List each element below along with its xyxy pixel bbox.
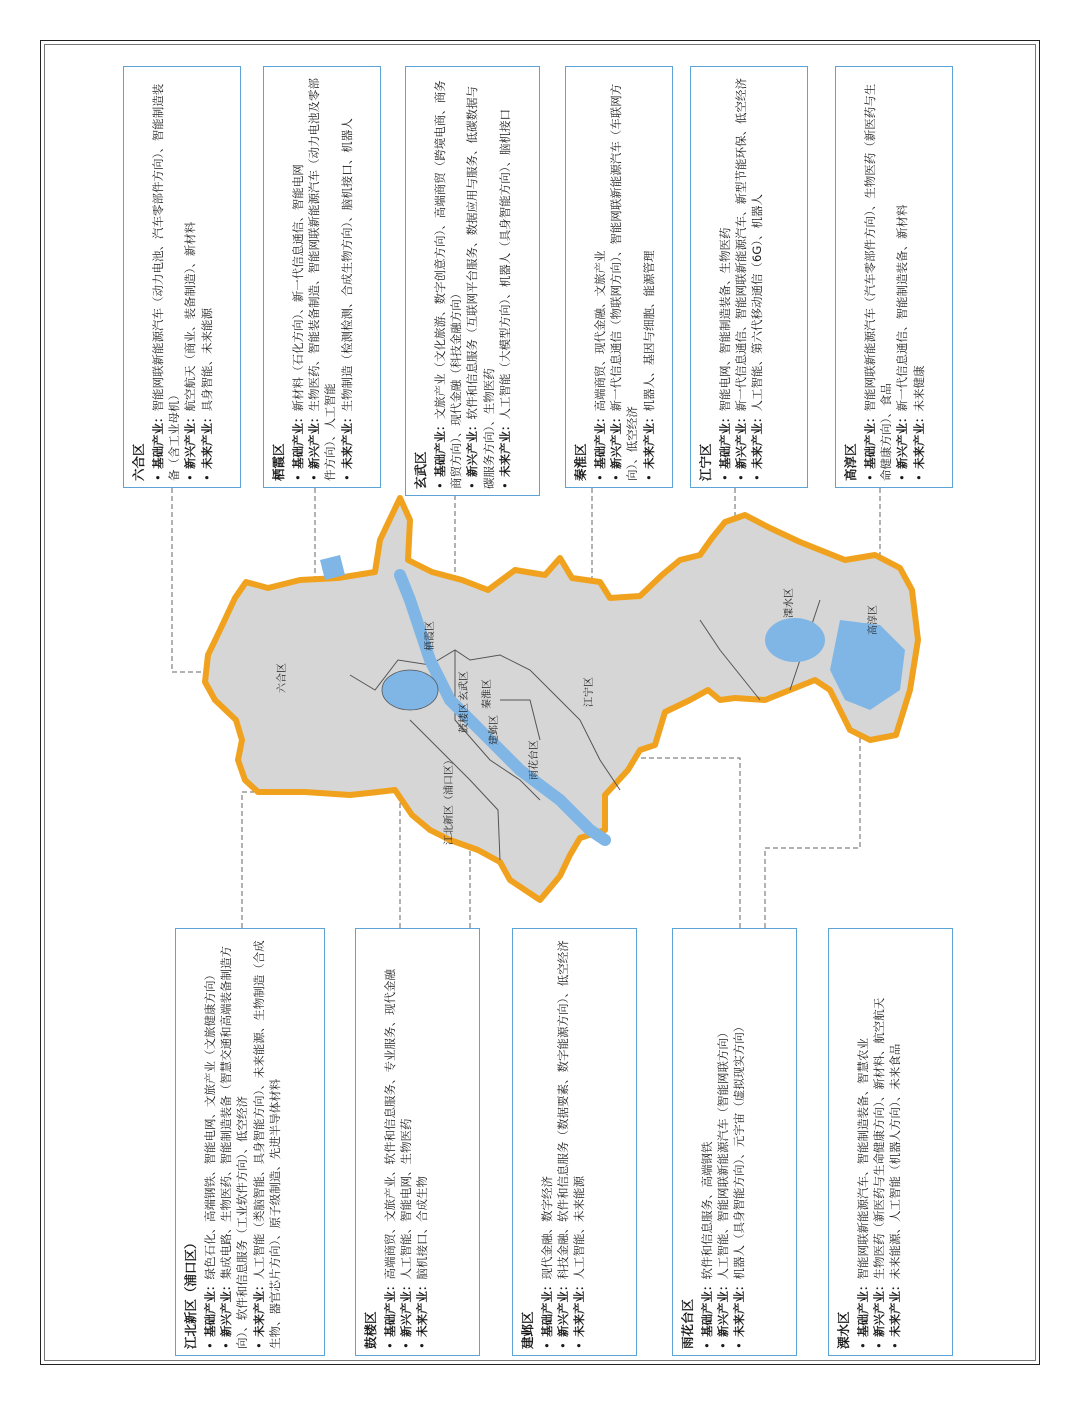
industry-list: 生物医药（新医药与生命健康方向）、新材料、航空航天 [872, 997, 887, 1280]
industry-category: 未来产业： [888, 1279, 903, 1337]
bullet-icon: • [888, 1342, 903, 1349]
industry-list: 人工智能（类脑智能、具身智能方向）、未来能源、生物制造（合成生物、器官芯片方向）、原子级制造、先进半导体材料 [251, 940, 283, 1349]
district-box-jiangbei [175, 928, 325, 1356]
industry-line [699, 937, 715, 1349]
industry-line [202, 937, 218, 1349]
industry-category: 新兴产业： [219, 1279, 234, 1337]
industry-list: 人工智能、第六代移动通信（6G）、机器人 [750, 194, 765, 412]
district-box-gaochun [835, 66, 953, 488]
industry-line [911, 75, 927, 481]
district-map-label: 玄武区 [459, 671, 470, 701]
industry-line [290, 75, 306, 481]
bullet-icon: • [717, 474, 732, 481]
industry-category: 未来产业： [641, 411, 656, 469]
district-name: 溧水区 [836, 1311, 851, 1349]
bullet-icon: • [399, 1342, 414, 1349]
industry-list: 新一代信息通信、智能网联新能源汽车、新型节能环保、低空经济 [734, 78, 749, 412]
district-box-lishui [828, 928, 953, 1356]
river-island [382, 670, 438, 710]
bullet-icon: • [862, 474, 877, 481]
industry-category: 基础产业： [432, 419, 447, 477]
bullet-icon: • [716, 1342, 731, 1349]
industry-category: 未来产业： [251, 1279, 266, 1337]
bullet-icon: • [290, 474, 305, 481]
district-map-label: 秦淮区 [482, 679, 493, 709]
district-box-yuhuatai [672, 928, 797, 1356]
industry-list: 生物医药、智能装备制造、智能网联新能源汽车（动力电池及零部件方向）、人工智能 [307, 78, 338, 481]
industry-list: 新一代信息通信（物联网方向）、智能网联新能源汽车（车联网方向）、低空经济 [609, 83, 640, 481]
industry-category: 未来产业： [572, 1279, 587, 1337]
industry-line [641, 75, 657, 481]
industry-line [464, 75, 497, 489]
industry-list: 文旅产业（文化旅游、数字创意方向）、高端商贸（跨境电商、商务商贸方向）、现代金融（科技金融方向） [432, 80, 464, 489]
bullet-icon: • [734, 474, 749, 481]
district-name: 江北新区（浦口区） [183, 1236, 198, 1349]
bullet-icon: • [572, 1342, 587, 1349]
industry-category: 基础产业： [382, 1279, 397, 1337]
district-name: 秦淮区 [573, 443, 588, 481]
industry-line [894, 75, 910, 481]
industry-line [715, 937, 731, 1349]
industry-category: 基础产业： [539, 1279, 554, 1337]
industry-line [887, 937, 903, 1349]
bullet-icon: • [911, 474, 926, 481]
industry-category: 新兴产业： [183, 411, 198, 469]
industry-line [608, 75, 641, 481]
industry-category: 新兴产业： [734, 411, 749, 469]
industry-line [855, 937, 871, 1349]
industry-category: 基础产业： [699, 1279, 714, 1337]
bullet-icon: • [609, 474, 624, 481]
industry-line [539, 937, 555, 1349]
industry-list: 机器人（具身智能方向）、元宇宙（虚拟现实方向） [732, 1020, 747, 1280]
district-map-label: 溧水区 [784, 588, 795, 618]
industry-category: 基础产业： [290, 411, 305, 469]
industry-list: 智能网联新能源汽车（动力电池、汽车零部件方向）、智能制造装备（含工业母机） [150, 83, 182, 481]
industry-category: 基础产业： [150, 411, 165, 469]
bullet-icon: • [199, 474, 214, 481]
map-land [205, 498, 918, 900]
bullet-icon: • [592, 474, 607, 481]
industry-line [251, 937, 284, 1349]
bullet-icon: • [641, 474, 656, 481]
industry-list: 人工智能、智能电网、生物医药 [399, 1118, 414, 1280]
industry-line [306, 75, 339, 481]
industry-line [733, 75, 749, 481]
industry-category: 未来产业： [750, 411, 765, 469]
district-name: 高淳区 [843, 443, 858, 481]
industry-line [497, 75, 513, 489]
industry-line [414, 937, 430, 1349]
industry-category: 未来产业： [911, 411, 926, 469]
industry-line [398, 937, 414, 1349]
bullet-icon: • [732, 1342, 747, 1349]
industry-category: 基础产业： [202, 1279, 217, 1337]
industry-list: 智能网联新能源汽车、智能制造装备、智慧农业 [855, 1038, 870, 1280]
bullet-icon: • [895, 474, 910, 481]
industry-line [592, 75, 608, 481]
district-map-label: 建邺区 [489, 715, 500, 745]
bullet-icon: • [855, 1342, 870, 1349]
district-name: 六合区 [131, 443, 146, 481]
industry-list: 高端商贸、文旅产业、软件和信息服务、专业服务、现代金融 [382, 969, 397, 1280]
industry-list: 新一代信息通信、智能制造装备、新材料 [895, 204, 910, 412]
industry-list: 现代金融、数字经济 [539, 1176, 554, 1280]
industry-category: 新兴产业： [872, 1279, 887, 1337]
industry-line [382, 937, 398, 1349]
industry-line [150, 75, 183, 481]
industry-category: 新兴产业： [399, 1279, 414, 1337]
bullet-icon: • [872, 1342, 887, 1349]
industry-category: 未来产业： [199, 411, 214, 469]
industry-category: 基础产业： [717, 411, 732, 469]
industry-category: 未来产业： [415, 1279, 430, 1337]
industry-category: 新兴产业： [556, 1279, 571, 1337]
bullet-icon: • [415, 1342, 430, 1349]
district-box-liuhe [123, 66, 241, 488]
industry-list: 航空航天（商业、装备制造）、新材料 [183, 221, 198, 412]
industry-list: 人工智能、智能网联新能源汽车（智能网联方向） [716, 1026, 731, 1280]
industry-category: 新兴产业： [465, 419, 480, 477]
district-map-label: 栖霞区 [425, 621, 436, 651]
industry-line [432, 75, 465, 489]
district-map-label: 雨花台区 [529, 740, 540, 780]
district-name: 建邺区 [520, 1311, 535, 1349]
industry-list: 软件和信息服务（互联网平台服务、数据应用与服务、低碳数据与碳服务方向）、生物医药 [465, 86, 496, 489]
shijiu-lake [765, 618, 825, 662]
district-name: 栖霞区 [271, 443, 286, 481]
industry-list: 具身智能、未来能源 [199, 308, 214, 412]
district-name: 江宁区 [698, 443, 713, 481]
district-map-label: 六合区 [277, 663, 288, 693]
industry-list: 集成电路、生物医药、智能制造装备（智慧交通和高端装备制造方向）、软件和信息服务（工业软件方向）、低空经济 [219, 946, 250, 1349]
district-name: 玄武区 [413, 451, 428, 489]
city-boundary [205, 498, 918, 900]
industry-list: 智能网联新能源汽车（汽车零部件方向）、生物医药（新医药与生命健康方向）、食品 [862, 83, 894, 481]
industry-list: 软件和信息服务、高端钢铁 [699, 1141, 714, 1280]
bullet-icon: • [539, 1342, 554, 1349]
industry-category: 基础产业： [592, 411, 607, 469]
bullet-icon: • [382, 1342, 397, 1349]
industry-category: 新兴产业： [716, 1279, 731, 1337]
bullet-icon: • [183, 474, 198, 481]
industry-category: 未来产业： [339, 411, 354, 469]
district-name: 雨花台区 [680, 1298, 695, 1349]
bullet-icon: • [556, 1342, 571, 1349]
industry-category: 基础产业： [862, 411, 877, 469]
district-box-jiangning [690, 66, 808, 488]
bullet-icon: • [202, 1342, 217, 1349]
industry-category: 基础产业： [855, 1279, 870, 1337]
industry-list: 生物制造（检测检测、合成生物方向）、脑机接口、机器人 [339, 118, 354, 412]
industry-category: 未来产业： [498, 419, 513, 477]
industry-line [749, 75, 765, 481]
industry-category: 新兴产业： [609, 411, 624, 469]
district-box-qixia [263, 66, 381, 488]
industry-line [871, 937, 887, 1349]
industry-line [555, 937, 571, 1349]
industry-list: 人工智能（大模型方向）、机器人（具身智能方向）、脑机接口 [498, 109, 513, 420]
bullet-icon: • [750, 474, 765, 481]
bullet-icon: • [498, 482, 513, 489]
industry-list: 脑机接口、合成生物 [415, 1176, 430, 1280]
industry-list: 高端商贸、现代金融、文旅产业 [592, 250, 607, 412]
bullet-icon: • [219, 1342, 234, 1349]
bullet-icon: • [307, 474, 322, 481]
district-box-qinhuai [565, 66, 673, 488]
district-box-jianye [512, 928, 637, 1356]
industry-list: 科技金融、软件和信息服务（数据要素、数字能源方向）、低空经济 [556, 940, 571, 1280]
district-box-xuanwu [405, 66, 540, 496]
district-box-gulou [355, 928, 480, 1356]
industry-category: 未来产业： [732, 1279, 747, 1337]
industry-list: 未来能源、人工智能（机器人方向）、未来食品 [888, 1043, 903, 1280]
industry-category: 新兴产业： [895, 411, 910, 469]
district-map-label: 鼓楼区 [459, 703, 470, 733]
bullet-icon: • [150, 474, 165, 481]
district-map-label: 江北新区（浦口区） [444, 755, 455, 845]
bullet-icon: • [699, 1342, 714, 1349]
industry-line [218, 937, 251, 1349]
district-map-label: 江宁区 [584, 677, 595, 707]
industry-list: 绿色石化、高端钢铁、智能电网、文旅产业（文旅健康方向） [202, 969, 217, 1280]
district-map-label: 高淳区 [868, 605, 879, 635]
industry-line [731, 937, 747, 1349]
industry-list: 人工智能、未来能源 [572, 1176, 587, 1280]
bullet-icon: • [432, 482, 447, 489]
industry-list: 机器人、基因与细胞、能源管理 [641, 250, 656, 412]
industry-line [717, 75, 733, 481]
industry-line [339, 75, 355, 481]
district-name: 鼓楼区 [363, 1311, 378, 1349]
industry-line [199, 75, 215, 481]
industry-line [182, 75, 198, 481]
industry-list: 未来健康 [911, 365, 926, 412]
bullet-icon: • [251, 1342, 266, 1349]
industry-list: 智能电网、智能制造装备、生物医药 [717, 227, 732, 412]
bullet-icon: • [465, 482, 480, 489]
industry-line [571, 937, 587, 1349]
industry-list: 新材料（石化方向）、新一代信息通信、智能电网 [290, 164, 305, 412]
industry-line [862, 75, 895, 481]
bullet-icon: • [339, 474, 354, 481]
industry-category: 新兴产业： [307, 411, 322, 469]
